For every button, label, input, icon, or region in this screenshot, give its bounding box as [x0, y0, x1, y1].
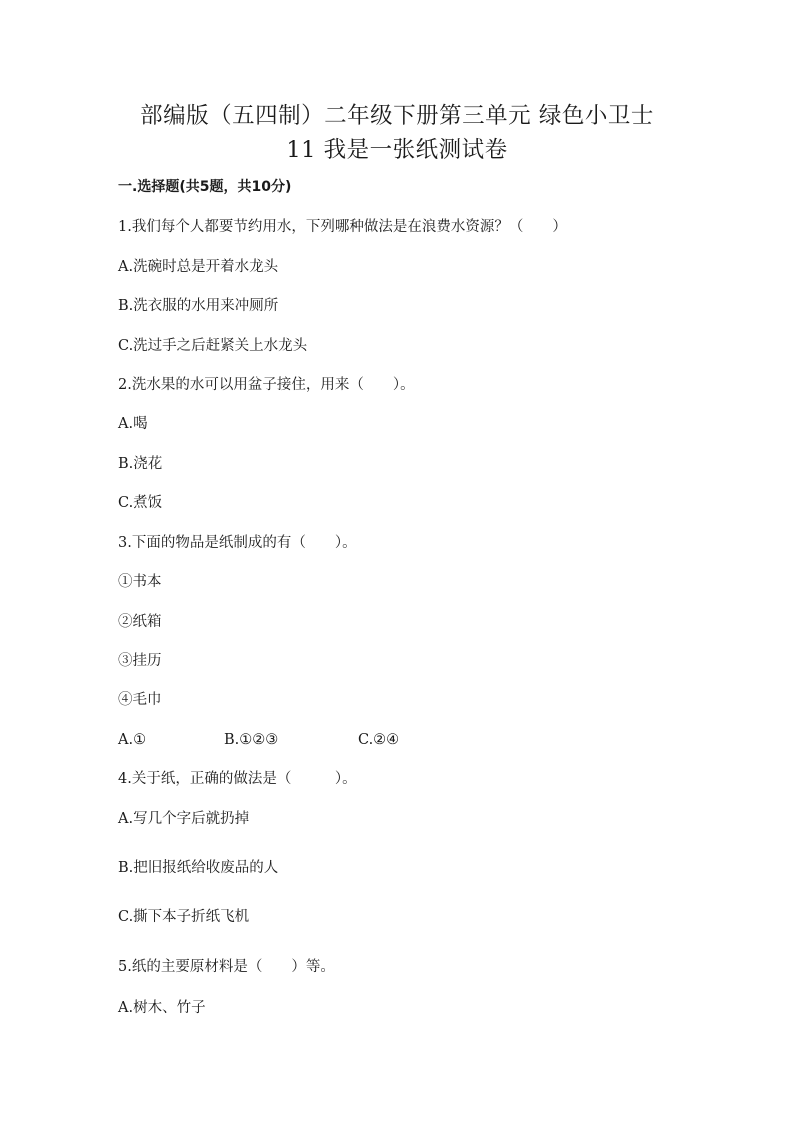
question-1-option-a[interactable]: A.洗碗时总是开着水龙头: [118, 259, 279, 275]
question-3-stem: 3.下面的物品是纸制成的有（ ）。: [118, 535, 357, 551]
question-2-option-c[interactable]: C.煮饭: [118, 495, 163, 511]
question-3-option-b[interactable]: B.①②③: [224, 732, 279, 748]
page-subtitle: 11 我是一张纸测试卷: [286, 137, 508, 163]
question-4-stem: 4.关于纸，正确的做法是（ ）。: [118, 771, 357, 787]
question-3-item-1: ①书本: [118, 574, 162, 590]
section-heading: 一.选择题(共5题，共10分): [118, 179, 292, 195]
question-4-option-c[interactable]: C.撕下本子折纸飞机: [118, 909, 250, 925]
question-2-option-a[interactable]: A.喝: [118, 416, 148, 432]
question-4-option-b[interactable]: B.把旧报纸给收废品的人: [118, 860, 279, 876]
question-3-option-c[interactable]: C.②④: [358, 732, 400, 748]
question-5-option-a[interactable]: A.树木、竹子: [118, 1000, 206, 1016]
question-3-item-3: ③挂历: [118, 653, 162, 669]
question-3-item-4: ④毛巾: [118, 692, 162, 708]
question-5-stem: 5.纸的主要原材料是（ ）等。: [118, 959, 335, 975]
question-3-option-a[interactable]: A.①: [118, 732, 147, 748]
question-1-option-b[interactable]: B.洗衣服的水用来冲厕所: [118, 298, 279, 314]
page-title: 部编版（五四制）二年级下册第三单元 绿色小卫士: [140, 103, 654, 129]
question-2-stem: 2.洗水果的水可以用盆子接住，用来（ ）。: [118, 377, 415, 393]
question-1-stem: 1.我们每个人都要节约用水，下列哪种做法是在浪费水资源？（ ）: [118, 219, 567, 235]
question-3-item-2: ②纸箱: [118, 614, 162, 630]
question-1-option-c[interactable]: C.洗过手之后赶紧关上水龙头: [118, 338, 308, 354]
question-4-option-a[interactable]: A.写几个字后就扔掉: [118, 811, 250, 827]
question-2-option-b[interactable]: B.浇花: [118, 456, 163, 472]
